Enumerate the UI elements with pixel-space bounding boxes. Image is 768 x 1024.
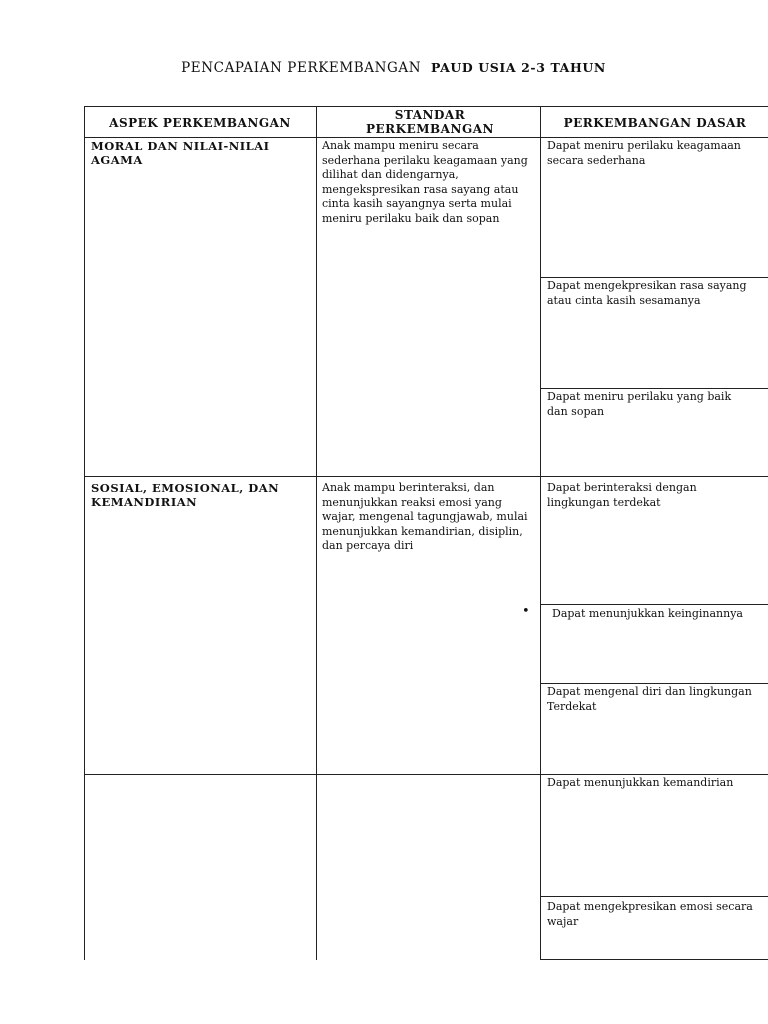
- sub-border-3: [540, 604, 768, 605]
- standar-moral: Anak mampu meniru secara sederhana perilaku keagamaan yang dilihat dan didengarnya, mengekspresikan rasa sayang atau cinta kasih sayangnya serta mulai meniru perilaku baik dan sopan: [322, 139, 528, 225]
- col-border-1: [316, 106, 317, 960]
- dasar-moral-1: Dapat meniru perilaku keagamaan secara sederhana: [547, 139, 741, 167]
- aspek-moral: MORAL DAN NILAI-NILAI AGAMA: [91, 139, 270, 167]
- col-border-2: [540, 106, 541, 960]
- title-rest: PAUD USIA 2-3 TAHUN: [431, 60, 606, 75]
- dasar-sosial-4: Dapat menunjukkan kemandirian: [547, 776, 734, 789]
- dasar-sosial-5: Dapat mengekpresikan emosi secara wajar: [547, 900, 753, 928]
- header-standar: STANDAR PERKEMBANGAN: [366, 108, 494, 136]
- dasar-moral-2: Dapat mengekpresikan rasa sayang atau cinta kasih sesamanya: [547, 279, 747, 307]
- sub-border-1: [540, 277, 768, 278]
- dasar-sosial-2: Dapat menunjukkan keinginannya: [552, 607, 743, 620]
- row-border-1: [84, 476, 768, 477]
- sub-border-5: [540, 896, 768, 897]
- dasar-sosial-3: Dapat mengenal diri dan lingkungan Terdekat: [547, 685, 752, 713]
- dasar-sosial-1: Dapat berinteraksi dengan lingkungan terdekat: [547, 481, 697, 509]
- dasar-moral-3: Dapat meniru perilaku yang baik dan sopan: [547, 390, 732, 418]
- document-title: [0, 60, 768, 76]
- header-aspek: ASPEK PERKEMBANGAN: [109, 116, 291, 130]
- aspek-sosial: SOSIAL, EMOSIONAL, DAN KEMANDIRIAN: [91, 481, 280, 509]
- table-top-border: [84, 106, 768, 107]
- sub-border-4: [540, 683, 768, 684]
- bullet-marker: •: [522, 604, 530, 619]
- col-border-left: [84, 106, 85, 960]
- title-main: PENCAPAIAN PERKEMBANGAN: [181, 60, 422, 76]
- header-bottom-border: [84, 137, 768, 138]
- sub-border-2: [540, 388, 768, 389]
- standar-sosial: Anak mampu berinteraksi, dan menunjukkan reaksi emosi yang wajar, mengenal tagungjawab, mulai menunjukkan kemandirian, disiplin, dan percaya diri: [322, 481, 528, 552]
- header-dasar: PERKEMBANGAN DASAR: [563, 116, 747, 130]
- row-border-2: [84, 774, 768, 775]
- sub-border-6: [540, 959, 768, 960]
